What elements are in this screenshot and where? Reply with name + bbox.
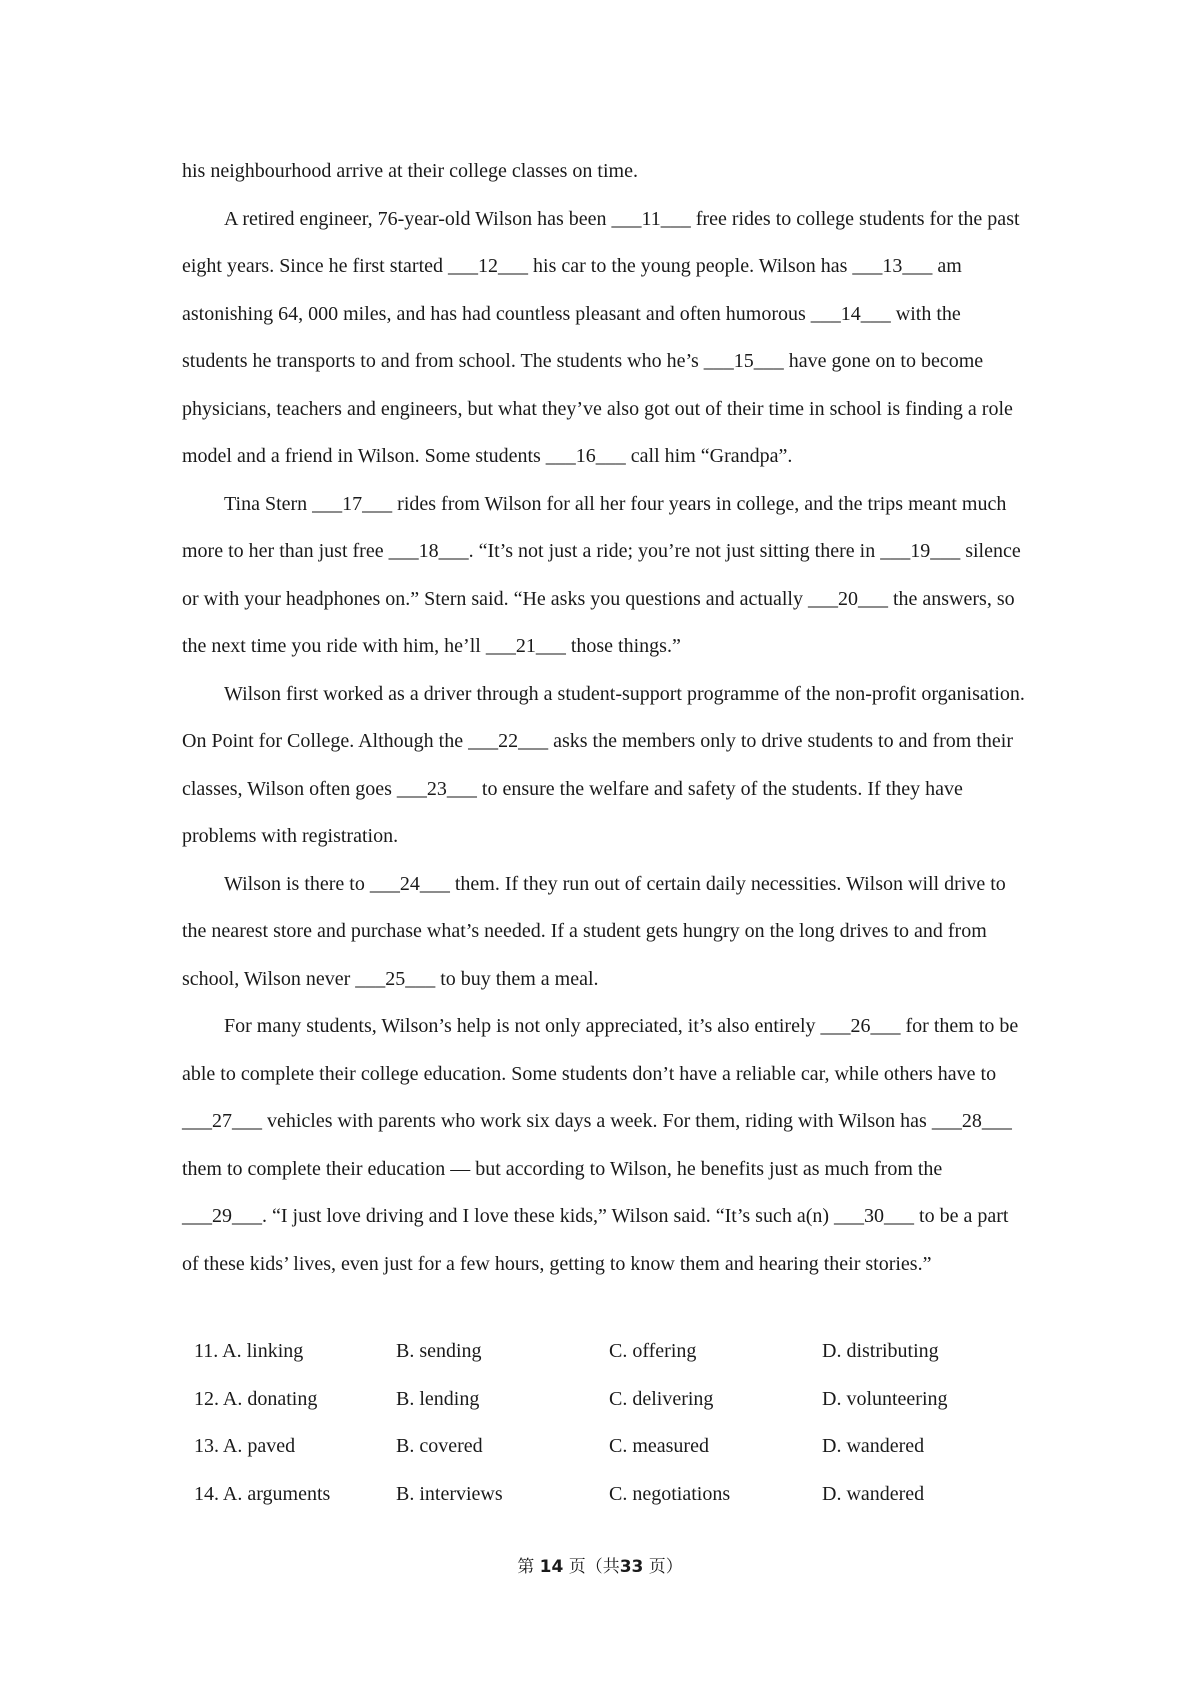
option-d: D. wandered	[822, 1482, 925, 1505]
passage-paragraph: Wilson first worked as a driver through a student-support programme of the non-profit organisation. On Point for College. Although the ___22___ asks the members only to drive students to and from their classes, Wilson often goes ___23___ to ensure the welfare and safety of the students. If they have problems with registration.	[182, 682, 1025, 847]
option-d: D. distributing	[822, 1340, 939, 1363]
option-d: D. wandered	[822, 1435, 925, 1458]
page-number: 14	[539, 1557, 564, 1577]
option-d: D. volunteering	[822, 1387, 948, 1410]
passage-paragraph: Wilson is there to ___24___ them. If they run out of certain daily necessities. Wilson will drive to the nearest store and purchase what’s needed. If a student gets hungry on the long drives to and from school, Wilson never ___25___ to buy them a meal.	[182, 872, 1006, 990]
option-a: 12. A. donating	[194, 1387, 318, 1410]
question-row	[194, 1376, 1034, 1424]
page-footer	[0, 1552, 1200, 1577]
option-b: B. covered	[396, 1435, 483, 1458]
passage	[182, 148, 1028, 1288]
passage-paragraph: his neighbourhood arrive at their college classes on time.	[182, 160, 638, 182]
question-row	[194, 1423, 1034, 1471]
option-a: 13. A. paved	[194, 1435, 296, 1458]
option-b: B. interviews	[396, 1482, 503, 1505]
passage-paragraph: A retired engineer, 76-year-old Wilson has been ___11___ free rides to college students for the past eight years. Since he first started ___12___ his car to the young people. Wilson has ___13___ am astonishing 64, 000 miles, and has had countless pleasant and often humorous ___14___ with the students he transports to and from school. The students who he’s ___15___ have gone on to become physicians, teachers and engineers, but what they’ve also got out of their time in school is finding a role model and a friend in Wilson. Some students ___16___ call him “Grandpa”.	[182, 207, 1020, 467]
option-a: 11. A. linking	[194, 1340, 304, 1363]
passage-paragraph: For many students, Wilson’s help is not only appreciated, it’s also entirely ___26___ for them to be able to complete their college education. Some students don’t have a reliable car, while others have to ___27___ vehicles with parents who work six days a week. For them, riding with Wilson has ___28___ them to complete their education — but according to Wilson, he benefits just as much from the ___29___. “I just love driving and I love these kids,” Wilson said. “It’s such a(n) ___30___ to be a part of these kids’ lives, even just for a few hours, getting to know them and hearing their stories.”	[182, 1015, 1019, 1275]
passage-paragraph: Tina Stern ___17___ rides from Wilson for all her four years in college, and the trips meant much more to her than just free ___18___. “It’s not just a ride; you’re not just sitting there in ___19___ silence or with your headphones on.” Stern said. “He asks you questions and actually ___20___ the answers, so the next time you ride with him, he’ll ___21___ those things.”	[182, 492, 1021, 657]
footer-suffix: 页）	[648, 1557, 683, 1577]
footer-prefix: 第	[517, 1557, 535, 1577]
option-b: B. lending	[396, 1387, 480, 1410]
total-pages: 33	[619, 1557, 644, 1577]
footer-middle: 页（共	[568, 1557, 620, 1577]
option-a: 14. A. arguments	[194, 1482, 331, 1505]
option-c: C. negotiations	[609, 1482, 731, 1505]
question-row	[194, 1471, 1034, 1519]
option-c: C. measured	[609, 1435, 709, 1458]
option-b: B. sending	[396, 1340, 482, 1363]
question-row	[194, 1328, 1034, 1376]
answer-options	[194, 1328, 1034, 1518]
option-c: C. offering	[609, 1340, 697, 1363]
option-c: C. delivering	[609, 1387, 714, 1410]
